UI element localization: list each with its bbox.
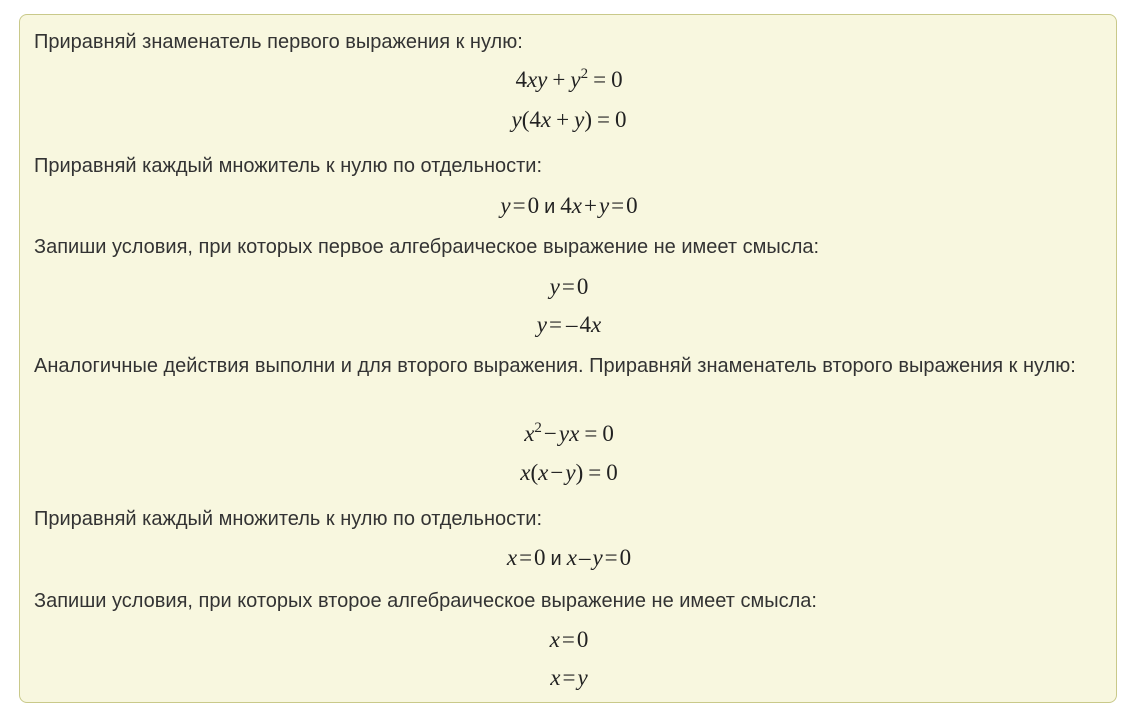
formula-2: y(4x + y) = 0 <box>511 107 627 132</box>
step-text-2: Приравняй каждый множитель к нулю по отдельности: <box>34 155 542 177</box>
formula-5: y= –4x <box>536 312 602 337</box>
formula-8: x=0 и x–y=0 <box>506 545 632 570</box>
formula-9: x=0 <box>549 627 589 652</box>
formula-7: x(x−y) = 0 <box>520 460 618 485</box>
formula-3: y=0 и 4x+y=0 <box>500 193 638 218</box>
step-text-5: Приравняй каждый множитель к нулю по отдельности: <box>34 508 542 530</box>
solution-card <box>19 14 1117 703</box>
formula-1: $4xy + y^2 = 0$ <box>515 66 623 92</box>
step-text-3: Запиши условия, при которых первое алгебраическое выражение не имеет смысла: <box>34 236 820 258</box>
step-text-4: Аналогичные действия выполни и для второго выражения. Приравняй знаменатель второго выражения к нулю: <box>34 355 1076 377</box>
formula-10: x=y <box>550 665 588 690</box>
step-text-1: Приравняй знаменатель первого выражения к нулю: <box>34 31 523 53</box>
formula-4: y=0 <box>549 274 589 299</box>
formula-6: $x^2-yx = 0$ <box>524 420 614 446</box>
step-text-6: Запиши условия, при которых второе алгебраическое выражение не имеет смысла: <box>34 590 817 612</box>
